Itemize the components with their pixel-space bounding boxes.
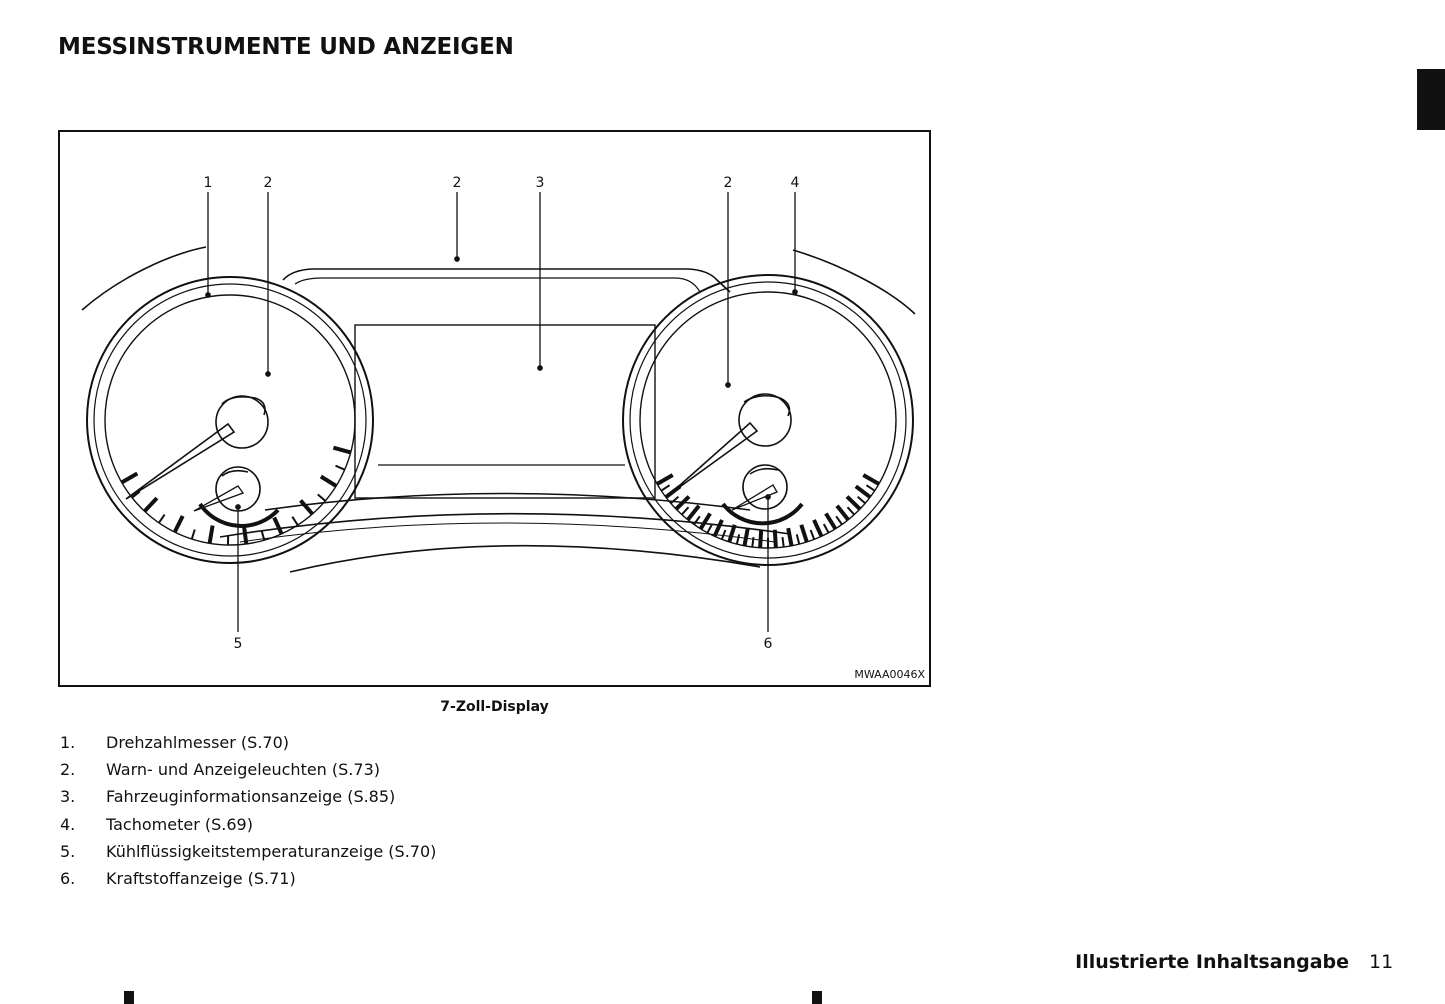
lower-sweep-3 — [290, 546, 760, 572]
center-display-screen — [355, 325, 655, 498]
speedometer-tick — [737, 534, 739, 544]
figure-code: MWAA0046X — [854, 668, 925, 681]
tachometer-tick — [145, 498, 157, 511]
fuel-scale-arc — [723, 504, 802, 523]
list-item-number: 4. — [60, 814, 76, 834]
tachometer-tick — [321, 477, 336, 487]
speedometer-tick — [858, 497, 866, 504]
callout-dot-2b — [455, 257, 459, 261]
speedometer-tick — [811, 530, 815, 539]
tachometer-tick — [244, 526, 246, 544]
speedometer-tick — [657, 475, 673, 484]
speedometer-tick — [826, 514, 836, 529]
speedometer-tick — [837, 506, 848, 520]
speedometer-tick — [847, 497, 860, 510]
chapter-edge-tab — [1417, 69, 1445, 130]
tachometer-tick — [159, 515, 165, 523]
list-item-text: Kraftstoffanzeige (S.71) — [106, 869, 296, 889]
list-item-number: 6. — [60, 869, 76, 889]
speedometer-tick — [715, 520, 723, 536]
speedometer-tick — [722, 530, 726, 539]
callout-dot-3 — [538, 366, 542, 370]
speedometer-tick — [856, 486, 870, 497]
hood-left-outline — [82, 247, 206, 310]
speedometer-tick — [688, 506, 699, 520]
speedometer-tick — [752, 537, 753, 547]
tachometer-tick — [210, 526, 213, 544]
figure-caption: 7-Zoll-Display — [440, 699, 549, 715]
tachometer-tick — [192, 530, 195, 540]
tachometer-tick — [175, 516, 183, 532]
callout-label-3: 3 — [535, 175, 545, 191]
speedometer-tick — [775, 530, 776, 548]
list-item — [60, 729, 436, 756]
center-bezel-top — [283, 269, 730, 292]
tachometer-tick — [336, 466, 345, 470]
list-item-text: Warn- und Anzeigeleuchten (S.73) — [106, 760, 380, 780]
speedometer-tick — [745, 528, 748, 546]
speedometer-tick — [814, 520, 822, 536]
list-item-number: 2. — [60, 760, 76, 780]
list-item-number: 1. — [60, 733, 76, 753]
speedometer-tick — [797, 534, 799, 544]
tachometer-tick — [274, 518, 281, 534]
tachometer-needle — [126, 424, 234, 499]
speedometer-tick — [682, 507, 689, 514]
callout-dot-6 — [766, 495, 770, 499]
list-item-text: Drehzahlmesser (S.70) — [106, 733, 290, 753]
list-item — [60, 838, 436, 865]
list-item — [60, 865, 436, 892]
speedometer-tick — [701, 514, 711, 529]
speedometer-tick — [866, 485, 874, 491]
speedometer-tick — [729, 525, 735, 542]
callout-dot-2c — [726, 383, 730, 387]
callout-label-4: 4 — [790, 175, 800, 191]
speedometer-tick — [707, 524, 712, 533]
page-title: MESSINSTRUMENTE UND ANZEIGEN — [58, 34, 514, 60]
callout-label-2a: 2 — [263, 175, 273, 191]
tachometer-tick — [333, 448, 350, 453]
tachometer-tick — [301, 500, 313, 514]
speedometer-tick — [783, 537, 784, 547]
callout-label-5: 5 — [233, 636, 243, 652]
speedometer-tick — [824, 524, 829, 533]
tachometer-tick — [292, 517, 297, 525]
speedometer-tick — [863, 475, 879, 484]
tachometer-tick — [122, 474, 138, 483]
callout-dot-1 — [206, 293, 210, 297]
callout-label-2c: 2 — [723, 175, 733, 191]
legend-list — [60, 729, 436, 892]
callout-dot-2a — [266, 372, 270, 376]
page-number: 11 — [1369, 951, 1394, 973]
crop-mark-left — [124, 991, 134, 1004]
footer-section-title: Illustrierte Inhaltsangabe — [1075, 951, 1349, 973]
tachometer-scale-ticks — [122, 448, 351, 545]
instrument-cluster-figure — [58, 130, 931, 687]
callout-label-2b: 2 — [452, 175, 462, 191]
callout-label-1: 1 — [203, 175, 213, 191]
list-item-text: Fahrzeuginformationsanzeige (S.85) — [106, 787, 396, 807]
crop-mark-right — [812, 991, 822, 1004]
tachometer-tick — [318, 494, 326, 501]
speedometer-tick — [666, 486, 680, 497]
callout-label-6: 6 — [763, 636, 773, 652]
list-item-text: Kühlflüssigkeitstemperaturanzeige (S.70) — [106, 841, 437, 861]
tachometer-hub — [216, 396, 268, 448]
instrument-cluster-illustration — [60, 132, 933, 689]
list-item-text: Tachometer (S.69) — [106, 814, 253, 834]
speedometer-tick — [836, 516, 842, 524]
list-item-number: 3. — [60, 787, 76, 807]
speedometer-tick — [788, 528, 791, 546]
speedometer-tick — [801, 525, 807, 542]
list-item — [60, 783, 436, 810]
tachometer-ring-outer — [87, 277, 373, 563]
list-item-number: 5. — [60, 841, 76, 861]
speedometer-tick — [848, 507, 855, 514]
speedometer-tick — [661, 485, 669, 491]
speedometer-tick — [760, 530, 761, 548]
list-item — [60, 811, 436, 838]
list-item — [60, 756, 436, 783]
callout-dot-5 — [236, 505, 240, 509]
callout-dot-4 — [793, 290, 797, 294]
